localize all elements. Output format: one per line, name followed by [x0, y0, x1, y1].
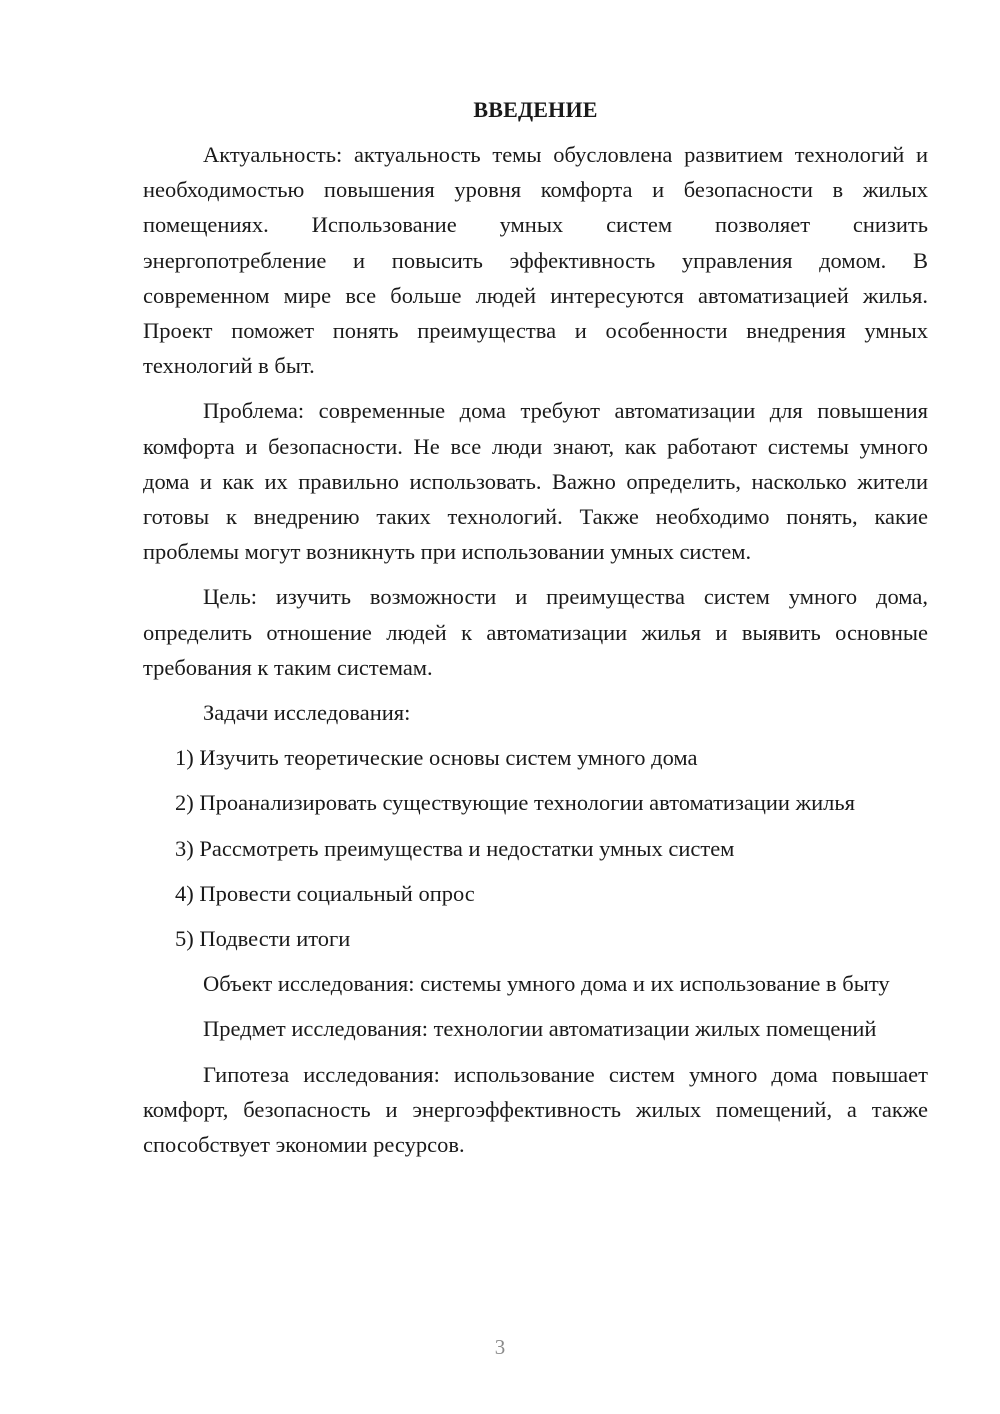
- paragraph-subject: Предмет исследования: технологии автоматизации жилых помещений: [203, 1016, 877, 1042]
- list-item: 2) Проанализировать существующие технологии автоматизации жилья: [175, 790, 855, 816]
- tasks-list: [143, 740, 928, 956]
- list-item: 3) Рассмотреть преимущества и недостатки умных систем: [175, 835, 735, 861]
- page-number: 3: [494, 1335, 506, 1359]
- paragraph-problem: Проблема: современные дома требуют автоматизации для повышения комфорта и безопасности. Не все люди знают, как работают системы умного дома и как их правильно использовать. Важно определить, насколько жители готовы к внедрению таких технологий. Также необходимо понять, какие проблемы могут возникнуть при использовании умных систем.: [143, 398, 928, 565]
- list-item: 4) Провести социальный опрос: [175, 880, 475, 906]
- tasks-heading: Задачи исследования:: [203, 700, 411, 726]
- list-item: 5) Подвести итоги: [175, 926, 351, 952]
- paragraph-object: Объект исследования: системы умного дома и их использование в быту: [203, 971, 890, 997]
- paragraph-goal: Цель: изучить возможности и преимущества систем умного дома, определить отношение людей к автоматизации жилья и выявить основные требования к таким системам.: [143, 584, 928, 680]
- paragraph-relevance: Актуальность: актуальность темы обусловлена развитием технологий и необходимостью повышения уровня комфорта и безопасности в жилых помещениях. Использование умных систем позволяет снизить энергопотребление и повысить эффективность управления домом. В современном мире все больше людей интересуются автоматизацией жилья. Проект поможет понять преимущества и особенности внедрения умных технологий в быт.: [143, 142, 928, 379]
- list-item: 1) Изучить теоретические основы систем умного дома: [175, 745, 698, 771]
- page-content: [143, 94, 928, 1172]
- paragraph-hypothesis: Гипотеза исследования: использование систем умного дома повышает комфорт, безопасность и энергоэффективность жилых помещений, а также способствует экономии ресурсов.: [143, 1061, 928, 1158]
- page-title: ВВЕДЕНИЕ: [473, 97, 598, 122]
